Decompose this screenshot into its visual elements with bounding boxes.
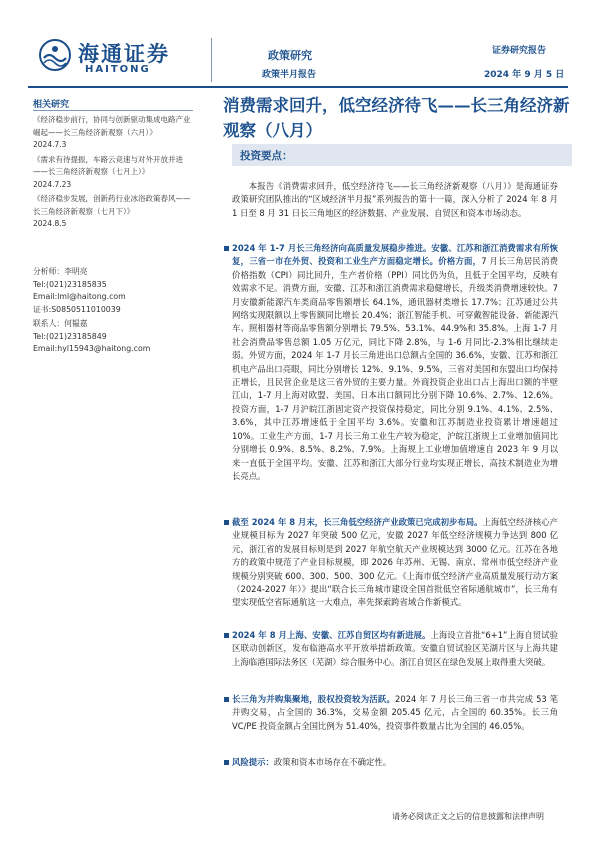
report-type: 政策研究	[268, 49, 312, 62]
analyst-email[interactable]: Email:lml@haitong.com	[33, 292, 126, 301]
bullet-square-icon	[224, 246, 229, 251]
bullet-lead: 截至 2024 年 8 月末，长三角低空经济产业政策已完成初步布局。	[232, 517, 483, 527]
related-item-title: 《经济稳步前行，协同与创新驱动集成电路产业崛起——长三角经济新观察（六月）》	[33, 115, 191, 137]
logo-english-name: HAITONG	[85, 64, 151, 75]
sidebar-rule	[33, 110, 193, 111]
analyst-cert: 证书:S0850511010039	[33, 304, 121, 314]
analyst-contacts	[33, 266, 198, 356]
bullet-lead: 长三角为并购集聚地，股权投资较为活跃。	[232, 694, 396, 704]
contact-name: 联系人：何韫嘉	[33, 319, 88, 328]
bullet-paragraph	[232, 756, 558, 769]
bullet-lead: 风险提示：	[232, 757, 274, 767]
bullet-lead: 2024 年 8 月上海、安徽、江苏自贸区均有新进展。	[232, 630, 431, 640]
logo-chinese-name: 海通证券	[78, 41, 170, 66]
bullet-paragraph	[232, 693, 558, 733]
bullet-text: 上海设立首批“6+1”上海自贸试验区联动创新区，发布临港高水平开放举措新政策。安徽自贸试验区芜湖片区与上海共建上海临港国际法务区（芜湖）综合服务中心。浙江自贸区在绿色发展上取得重大突破。	[232, 630, 558, 667]
report-date: 2024 年 9 月 5 日	[484, 70, 565, 80]
bullet-paragraph	[232, 242, 558, 483]
contact-email[interactable]: Email:hyl15943@haitong.com	[33, 344, 151, 353]
haitong-logo-icon	[38, 38, 72, 72]
related-item[interactable]	[33, 154, 193, 192]
bullet-text: 上海低空经济核心产业规模目标为 2027 年突破 500 亿元，安徽 2027 年低空经济规模力争达到 800 亿元，浙江省的发展目标则是到 2027 年航空航天产业规模达到 3000 亿元。江苏在各地方的政策中规范了产业目标规模，即 2026 年苏州、无锡、南京、常州市低空经济产业规模分别突破 600、300、500、300 亿元。《上海市低空经济产业高质量发展行动方案（2024-2027 年）》提出“联合长三角城市建设全国首批低空省际通航城市”，长三角有望实现低空省际通航这一大难点，率先探索跨省域合作新模式。	[232, 517, 558, 608]
bullet-paragraph	[232, 516, 558, 610]
bullet-text: 政策和资本市场存在不确定性。	[273, 757, 392, 767]
bullet-paragraph	[232, 629, 558, 669]
key-points-label: 投资要点：	[240, 150, 293, 162]
related-item-date: 2024.7.23	[33, 179, 72, 189]
bullet-text: 7 月长三角居民消费价格指数（CPI）同比回升，生产者价格（PPI）同比仍为负，且低于全国平均，反映有效需求不足。消费方面，安徽、江苏和浙江消费需求稳健增长，升级类消费增速较快。7 月安徽新能源汽车类商品零售额增长 64.1%，通讯器材类增长 17.7%；江苏通过公共网络实现限额以上零售额同比增长 20.4%；浙江智能手机、可穿戴智能设备、新能源汽车、照相器材等商品零售额分别增长 79.5%、53.1%、44.9%和 35.8%。上海 1-7 月社会消费品零售总额 1.05 万亿元，同比下降 2.8%，与 1-6 月同比-2.3%相比继续走弱。外贸方面，2024 年 1-7 月长三角进出口总额占全国的 36.6%，安徽、江苏和浙江机电产品出口亮眼，同比分别增长 12%、9.1%、9.5%，三省对美国和东盟出口均保持正增长，且民营企业是这三省外贸的主要力量。外商投资企业出口占上海出口额的半壁江山，1-7 月上海对欧盟、美国、日本出口额同比分别下降 10.6%、2.7%、12.6%。投资方面，1-7 月沪皖江浙固定资产投资保持稳定，同比分别 9.1%、4.1%、2.5%、3.6%，其中江苏增速低于全国平均 3.6%。安徽和江苏制造业投资累计增速超过 10%。工业生产方面，1-7 月长三角工业生产较为稳定，沪皖江浙规上工业增加值同比分别增长 0.9%、8.5%、8.2%、7.9%。上海规上工业增加值增速自 2023 年 9 月以来一直低于全国平均。安徽、江苏和浙江大部分行业均实现正增长，高技术制造业为增长亮点。	[232, 256, 558, 481]
related-item-title: 《需求有待提振，车路云竞速与对外开放并进——长三角经济新观察（七月上）》	[33, 154, 183, 176]
report-title: 消费需求回升，低空经济待飞——长三角经济新观察（八月）	[223, 96, 570, 140]
header-divider	[211, 38, 212, 82]
header-rule	[28, 86, 568, 88]
report-subtype: 政策半月报告	[262, 70, 317, 80]
bullet-text: 2024 年 7 月长三角三省一市共完成 53 笔并购交易，占全国的 36.3%，交易金额 205.45 亿元，占全国的 60.35%。长三角 VC/PE 投资金额占全国比例为 51.40%，投资事件数量占比为全国的 46.05%。	[232, 694, 559, 731]
related-research-list	[33, 114, 193, 233]
related-item[interactable]	[33, 114, 193, 152]
bullet-square-icon	[224, 760, 229, 765]
bullet-square-icon	[224, 697, 229, 702]
related-item[interactable]	[33, 193, 193, 231]
analyst-tel: Tel:(021)23185835	[33, 279, 107, 289]
bullet-square-icon	[224, 633, 229, 638]
analyst-name: 分析师：李明亮	[33, 267, 88, 276]
report-label: 证券研究报告	[492, 46, 547, 56]
contact-tel: Tel:(021)23185849	[33, 331, 107, 341]
related-item-date: 2024.8.5	[33, 219, 67, 228]
related-research-title: 相关研究	[33, 100, 70, 110]
related-item-date: 2024.7.3	[33, 140, 67, 149]
disclaimer-footer: 请务必阅读正文之后的信息披露和法律声明	[392, 812, 544, 821]
bullet-square-icon	[224, 520, 229, 525]
related-item-title: 《经济稳步发展，创新药行业冰浴政策春风——长三角经济新观察（七月下）》	[33, 194, 191, 216]
intro-paragraph: 本报告《消费需求回升，低空经济待飞——长三角经济新观察（八月）》是海通证券政策研究团队推出的“区域经济半月报”系列报告的第十一篇，深入分析了 2024 年 8 月 1 日至 8 月 31 日长三角地区的经济数据、产业发展、自贸区和资本市场动态。	[232, 181, 558, 218]
bullet-lead: 2024 年 1-7 月长三角经济向高质量发展稳步推进。安徽、江苏和浙江消费需求有所恢复，三省一市在外贸、投资和工业生产方面稳定增长。价格方面，	[232, 243, 558, 267]
